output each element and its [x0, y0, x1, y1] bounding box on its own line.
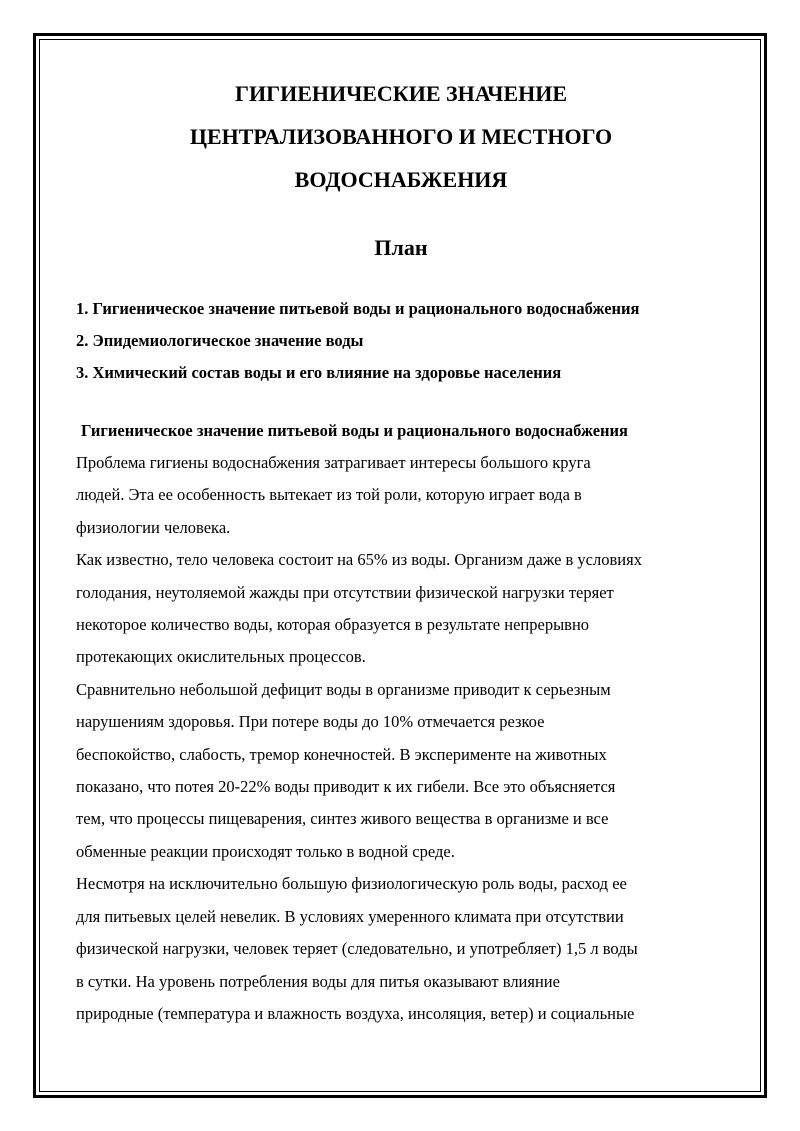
text-line: Сравнительно небольшой дефицит воды в организме приводит к серьезным — [76, 679, 611, 699]
text-line: голодания, неутоляемой жажды при отсутствии физической нагрузки теряет — [76, 582, 614, 602]
text-line: физической нагрузки, человек теряет (следовательно, и употребляет) 1,5 л воды — [76, 939, 638, 959]
paragraph — [76, 447, 736, 544]
paragraph — [76, 544, 736, 674]
plan-heading: План — [374, 235, 428, 260]
text-line: людей. Эта ее особенность вытекает из той роли, которую играет вода в — [76, 485, 582, 505]
text-line: Как известно, тело человека состоит на 65% из воды. Организм даже в условиях — [76, 550, 642, 570]
document-title — [76, 72, 726, 201]
text-line: показано, что потея 20-22% воды приводит к их гибели. Все это объясняется — [76, 777, 616, 797]
text-line: Проблема гигиены водоснабжения затрагивает интересы большого круга — [76, 453, 591, 472]
paragraph — [76, 674, 736, 868]
document-body — [76, 72, 736, 1030]
text-line: беспокойство, слабость, тремор конечностей. В эксперименте на животных — [76, 744, 607, 764]
plan-list — [76, 293, 736, 389]
text-line: тем, что процессы пищеварения, синтез живого вещества в организме и все — [76, 809, 609, 829]
section-heading: Гигиеническое значение питьевой воды и рационального водоснабжения — [81, 421, 628, 440]
text-line: в сутки. На уровень потребления воды для питья оказывают влияние — [76, 971, 560, 991]
text-line: природные (температура и влажность воздуха, инсоляция, ветер) и социальные — [76, 1003, 635, 1023]
title-line: ГИГИЕНИЧЕСКИЕ ЗНАЧЕНИЕ — [234, 81, 568, 106]
text-line: Несмотря на исключительно большую физиологическую роль воды, расход ее — [76, 874, 627, 894]
text-line: физиологии человека. — [76, 517, 231, 537]
title-line: ВОДОСНАБЖЕНИЯ — [294, 167, 508, 192]
title-line: ЦЕНТРАЛИЗОВАННОГО И МЕСТНОГО — [189, 124, 613, 149]
text-line: протекающих окислительных процессов. — [76, 647, 366, 667]
text-line: для питьевых целей невелик. В условиях умеренного климата при отсутствии — [76, 906, 624, 926]
plan-item: 2. Эпидемиологическое значение воды — [76, 331, 364, 350]
text-line: обменные реакции происходят только в водной среде. — [76, 841, 455, 861]
plan-item: 3. Химический состав воды и его влияние на здоровье населения — [76, 363, 562, 382]
text-line: нарушениям здоровья. При потере воды до 10% отмечается резкое — [76, 712, 545, 732]
text-line: некоторое количество воды, которая образуется в результате непрерывно — [76, 615, 590, 635]
paragraph — [76, 868, 736, 1030]
plan-item: 1. Гигиеническое значение питьевой воды и рационального водоснабжения — [76, 299, 640, 318]
